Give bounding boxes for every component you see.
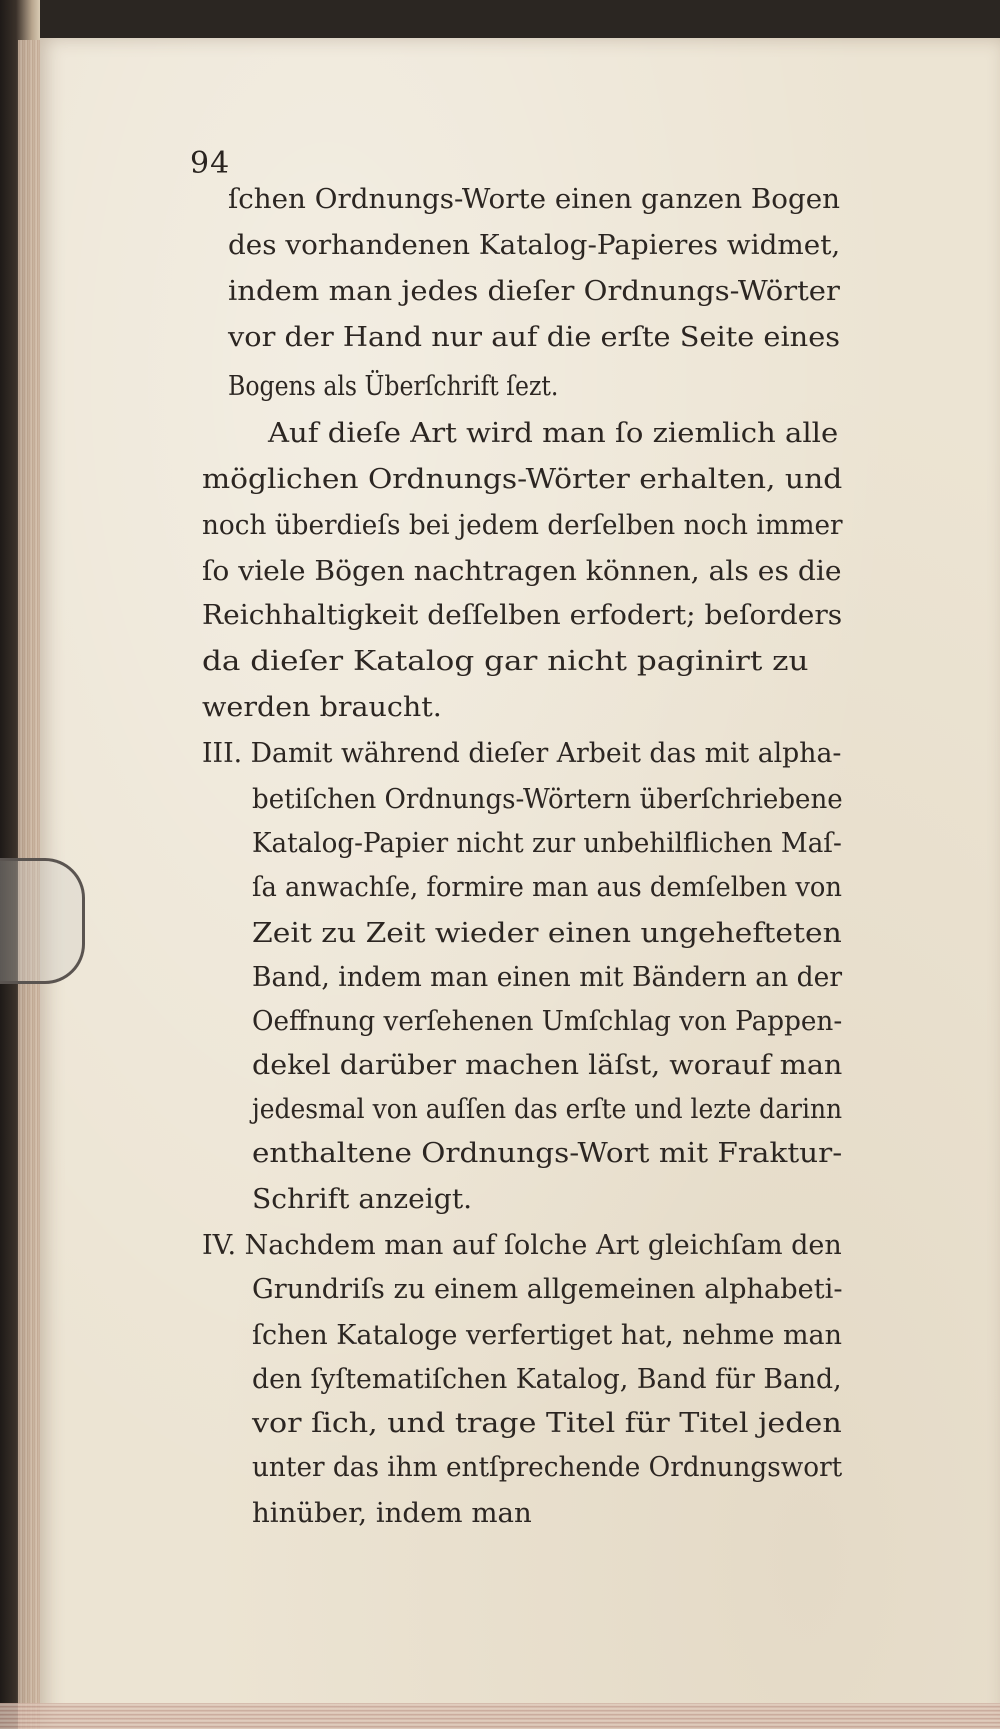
text-line-15: Katalog-Papier nicht zur unbehilflichen Maſ-	[252, 828, 842, 859]
text-line-25: Grundriſs zu einem allgemeinen alphabeti-	[252, 1274, 843, 1305]
text-line-3: indem man jedes dieſer Ordnungs-Wörter	[228, 276, 840, 307]
text-line-19: Oeffnung verſehenen Umſchlag von Pappen-	[252, 1006, 843, 1037]
text-line-2: des vorhandenen Katalog-Papieres widmet,	[228, 230, 841, 261]
text-line-20: dekel darüber machen läſst, worauf man	[252, 1050, 843, 1081]
text-line-7: möglichen Ordnungs-Wörter erhalten, und	[202, 464, 843, 495]
text-line-10: Reichhaltigkeit deſſelben erfodert; beſorders	[202, 600, 843, 631]
text-line-6: Auf dieſe Art wird man ſo ziemlich alle	[268, 418, 839, 449]
text-line-5: Bogens als Überſchrift ſezt.	[228, 371, 559, 402]
text-line-4: vor der Hand nur auf die erſte Seite eines	[228, 322, 841, 353]
text-line-23: Schrift anzeigt.	[252, 1184, 473, 1215]
text-line-28: vor ſich, und trage Titel für Titel jeden	[252, 1408, 842, 1439]
text-line-9: ſo viele Bögen nachtragen können, als es die	[202, 556, 842, 587]
text-line-18: Band, indem man einen mit Bändern an der	[252, 962, 843, 993]
text-line-14: betiſchen Ordnungs-Wörtern überſchriebene	[252, 784, 843, 815]
page-number: 94	[190, 146, 231, 181]
text-line-26: ſchen Kataloge verfertiget hat, nehme man	[252, 1320, 842, 1351]
text-line-21: jedesmal von auſſen das erſte und lezte darinn	[252, 1094, 843, 1125]
text-line-12: werden braucht.	[202, 692, 442, 723]
text-line-17: Zeit zu Zeit wieder einen ungehefteten	[252, 918, 842, 949]
text-line-11: da dieſer Katalog gar nicht paginirt zu	[202, 646, 809, 677]
text-line-22: enthaltene Ordnungs-Wort mit Fraktur-	[252, 1138, 843, 1169]
text-line-27: den ſyſtematiſchen Katalog, Band für Band,	[252, 1364, 842, 1395]
text-line-30: hinüber, indem man	[252, 1498, 532, 1529]
text-line-29: unter das ihm entſprechende Ordnungswort	[252, 1452, 843, 1483]
text-line-1: ſchen Ordnungs-Worte einen ganzen Bogen	[228, 184, 840, 215]
text-line-13: III. Damit während dieſer Arbeit das mit alpha-	[202, 738, 842, 769]
text-line-8: noch überdieſs bei jedem derſelben noch immer	[202, 510, 843, 541]
text-line-16: ſa anwachſe, formire man aus demſelben von	[252, 872, 842, 903]
text-line-24: IV. Nachdem man auf ſolche Art gleichſam den	[202, 1230, 842, 1261]
